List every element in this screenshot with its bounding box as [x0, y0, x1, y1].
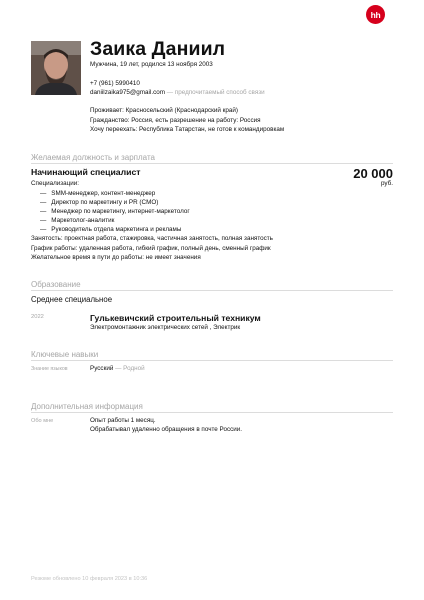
email-note: — предпочитаемый способ связи	[166, 89, 265, 96]
list-item: — SMM-менеджер, контент-менеджер	[40, 189, 190, 198]
residence: Проживает: Красносельский (Краснодарский край)	[90, 107, 239, 114]
institution-name: Гулькевичский строительный техникум	[90, 313, 261, 323]
resume-updated-timestamp: Резюме обновлено 10 февраля 2023 в 10:36	[31, 576, 148, 582]
section-title-education: Образование	[31, 280, 393, 291]
section-title-skills: Ключевые навыки	[31, 350, 393, 361]
phone-number[interactable]: +7 (961) 5990410	[90, 80, 140, 87]
languages-label: Знание языков	[31, 366, 68, 372]
language-level: — Родной	[115, 365, 145, 372]
education-level: Среднее специальное	[31, 295, 113, 304]
citizenship: Гражданство: Россия, есть разрешение на работу: Россия	[90, 117, 261, 124]
language-row	[90, 365, 145, 373]
section-title-position: Желаемая должность и зарплата	[31, 153, 393, 164]
employment-type: Занятость: проектная работа, стажировка, частичная занятость, полная занятость	[31, 235, 273, 242]
about-line-1: Опыт работы 1 месяц.	[90, 417, 156, 424]
salary-currency: руб.	[380, 180, 393, 187]
candidate-name: Заика Даниил	[90, 38, 226, 60]
section-title-additional: Дополнительная информация	[31, 402, 393, 413]
education-specialty: Электромонтажник электрических сетей , Электрик	[90, 324, 241, 331]
list-item: — Руководитель отдела маркетинга и рекламы	[40, 225, 190, 234]
commute-time: Желательное время в пути до работы: не имеет значения	[31, 254, 201, 261]
email-link[interactable]: daniilzaika975@gmail.com	[90, 89, 165, 96]
avatar-image	[31, 41, 81, 95]
relocation: Хочу переехать: Республика Татарстан, не готов к командировкам	[90, 126, 285, 133]
list-item: — Менеджер по маркетингу, интернет-маркетолог	[40, 207, 190, 216]
about-label: Обо мне	[31, 418, 54, 424]
salary-amount: 20 000	[353, 166, 393, 181]
list-item: — Директор по маркетингу и PR (CMO)	[40, 198, 190, 207]
avatar-photo	[31, 41, 81, 95]
education-year: 2022	[31, 314, 44, 320]
language-name: Русский	[90, 365, 114, 372]
hh-logo: hh	[366, 5, 385, 24]
position-title: Начинающий специалист	[31, 167, 141, 177]
specializations-list	[40, 189, 190, 234]
demographics: Мужчина, 19 лет, родился 13 ноября 2003	[90, 61, 213, 68]
list-item: — Маркетолог-аналитик	[40, 216, 190, 225]
work-schedule: График работы: удаленная работа, гибкий график, полный день, сменный график	[31, 245, 271, 252]
about-line-2: Обрабатывал удаленно обращения в почте России.	[90, 426, 243, 433]
specializations-label: Специализации:	[31, 180, 80, 187]
email-row	[90, 89, 265, 97]
